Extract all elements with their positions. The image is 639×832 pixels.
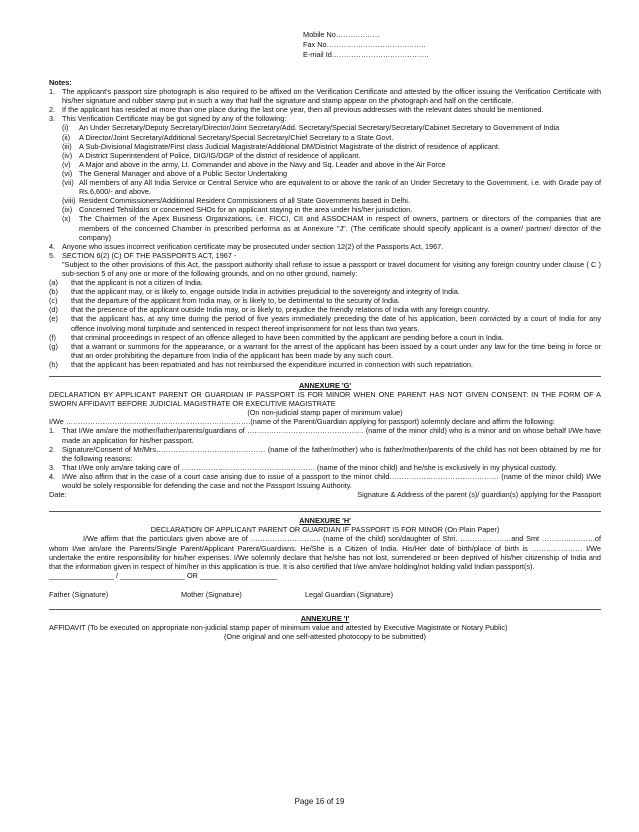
declaration-item: 4. I/We also affirm that in the case of a court case arising due to issue of a passport to the minor child……………………………………… (name of the minor child) I/We would be solely responsible for defending the case and not the Passport Issuing Authority. <box>49 471 601 491</box>
signatory-item: (iv) A District Superintendent of Police, DIG/IG/DGP of the district of residence of applicant. <box>62 150 361 160</box>
ground-item: (b) that the applicant may, or is likely to, engage outside India in activities prejudicial to the sovereignty and integrity of India. <box>49 287 460 297</box>
section-quote: "Subject to the other provisions of this Act, the passport authority shall refuse to issue a passport or travel document for visiting any foreign country under clause ( C ) sub-section 5 of any one or more of the following grounds, and on no other ground, namely: <box>62 259 601 278</box>
annexure-h-heading: DECLARATION OF APPLICANT PARENT OR GUARDIAN IF PASSPORT IS FOR MINOR (On Plain Paper) <box>150 525 500 535</box>
signatory-item: (iii) A Sub-Divisional Magistrate/First class Judicial Magistrate/Additional DM/District Magistrate of the district of residence of applicant. <box>62 141 500 151</box>
note-3: 3. This Verification Certificate may be got signed by any of the following: <box>49 114 287 124</box>
signatory-item: (vii) All members of any All India Service or Central Service who are equivalent to or above the rank of an Under Secretary to the Government, i.e. with Grade pay of Rs.6,600/- and above. <box>62 178 601 197</box>
email-line: E-mail Id…………………………………. <box>303 50 429 59</box>
notes-title: Notes: <box>49 78 72 87</box>
divider <box>49 511 601 512</box>
note-5: 5. SECTION 6(2) (C) OF THE PASSPORTS ACT, 1967 - <box>49 250 237 260</box>
declaration-item: 3. That I/We only am/are taking care of ………………………………………………. (name of the minor child) and he/she is exclusively in my physical custody. <box>49 462 557 472</box>
declaration-item: 1. That I/We am/are the mother/father/parents/guardians of ………………………………………… (name of the minor child) who is a minor and on whose behalf I/We have made an application for his/her passport. <box>49 426 601 445</box>
signatory-item: (ii) A Director/Joint Secretary/Additional Secretary/Special Secretary/Chief Secretary to a State Govt. <box>62 132 394 142</box>
annexure-h-title: ANNEXURE 'H' <box>299 516 351 526</box>
note-2: 2. If the applicant has resided at more than one place during the last one year, then all previous addresses with the relevant dates should be mentioned. <box>49 105 544 115</box>
page-number: Page 16 of 19 <box>294 797 345 806</box>
annexure-i-title: ANNEXURE 'I' <box>300 613 350 623</box>
signatory-item: (viii) Resident Commissioners/Additional Resident Commissioners of all State Governments based in Delhi. <box>62 196 410 206</box>
signatory-item: (v) A Major and above in the army, Lt. Commander and above in the Navy and Sq. Leader and above in the Air Force <box>62 159 446 169</box>
divider <box>49 609 601 610</box>
ground-item: (f) that criminal proceedings in respect of an offence alleged to have been committed by the applicant are pending before a court in India. <box>49 332 504 342</box>
contact-block <box>303 30 601 60</box>
ground-item: (d) that the presence of the applicant outside India may, or is likely to, prejudice the friendly relations of India with any foreign country. <box>49 305 490 315</box>
signatory-item: (ix) Concerned Tehsildars or concerned SHOs for an applicant staying in the area under his/her jurisdiction. <box>62 205 413 215</box>
ground-item: (g) that a warrant or summons for the appearance, or a warrant for the arrest of the applicant has been issued by a court under any law for the time being in force or that an order prohibiting the departure from India of the applicant has been made by any such court. <box>49 341 601 360</box>
date-signature-line <box>49 490 601 499</box>
annexure-i-paragraph: AFFIDAVIT (To be executed on appropriate non-judicial stamp paper of minimum value and attested by Executive Magistrate or Notary Public) <box>49 623 508 633</box>
divider <box>49 376 601 377</box>
ground-item: (c) that the departure of the applicant from India may, or is likely to, be detrimental to the security of India. <box>49 296 400 306</box>
signature-address-label: Signature & Address of the parent (s)/ guardian(s) applying for the Passport <box>357 490 601 500</box>
annexure-g-intro: I/We ………………………………………………………………….(name of the Parent/Guardian applying for passport) solemnly declare and affirm the following: <box>49 417 555 427</box>
note-1: 1. The applicant's passport size photograph is also required to be affixed on the Verification Certificate and attested by the officer issuing the Verification Certificate with his/her signature and rubber stamp put in such a way that half the signature and stamp appear on the photograph and half on the certificate. <box>49 87 601 106</box>
fax-line: Fax No………………………………….. <box>303 40 426 49</box>
annexure-g-heading: DECLARATION BY APPLICANT PARENT OR GUARDIAN IF PASSPORT IS FOR MINOR WHEN ONE PARENT HAS NOT GIVEN CONSENT: IN THE FORM OF A SWORN AFFIDAVIT BEFORE JUDICIAL MAGISTRATE OR EXECUTIVE MAGISTRATE <box>49 390 601 409</box>
annexure-g-title: ANNEXURE 'G' <box>298 381 352 390</box>
signatory-item: (vi) The General Manager and above of a Public Sector Undertaking <box>62 168 288 178</box>
ground-item: (h) that the applicant has been repatriated and has not reimbursed the expenditure incurred in connection with such repatriation. <box>49 359 473 369</box>
ground-item: (a) that the applicant is not a citizen of India. <box>49 278 203 288</box>
mobile-line: Mobile No……………… <box>303 30 380 39</box>
date-label: Date: <box>49 490 67 500</box>
declaration-item: 2. Signature/Consent of Mr/Mrs……………………………………… (name of the father/mother) who is father/mother/parents of the child has not been obtained by me for the following reasons: <box>49 444 601 463</box>
annexure-g-stamp-note: (On non-judicial stamp paper of minimum value) <box>247 408 403 418</box>
document-page <box>49 30 601 641</box>
annexure-h-paragraph: I/We affirm that the particulars given above are of ……………………….. (name of the child) son/daughter of Shri. …………………and Smt ………………….of whom I/we am/are the Parents/Single Parent/Applicant Parent/Guardians. He/She is a Citizen of India. His/Her date of birth/place of birth is ………………… I/We undertake the entire responsibility for his/her expenses. I/We solemnly declare that he/she has not lost, surrendered or been deprived of his/her citizenship of India and that the information given in respect of him/her in this application is true. It is also certified that I/we am/are holding/not holding valid Indian passport(s). <box>49 534 601 571</box>
annexure-i-note: (One original and one self-attested photocopy to be submitted) <box>223 632 426 642</box>
signature-blank-line: ________________ / ________________ OR ___________________ <box>49 570 278 580</box>
mother-signature-label: Mother (Signature) <box>181 589 242 599</box>
signatory-item: (x) The Chairmen of the Apex Business Organizations, i.e. FICCI, CII and ASSOCHAM in respect of owners, partners or directors of the companies that are members of the concerned Chamber in prescribed performa as at Annexure "J". (The certificate should specify applicant is a owner/ partner/ director of the company) <box>62 214 601 242</box>
note-4: 4. Anyone who issues incorrect verification certificate may be prosecuted under section 12(2) of the Passports Act, 1967. <box>49 241 444 251</box>
signatory-item: (i) An Under Secretary/Deputy Secretary/Director/Joint Secretary/Add. Secretary/Special Secretary/Secretary/Cabinet Secretary to Government of India <box>62 123 560 133</box>
guardian-signature-label: Legal Guardian (Signature) <box>305 589 394 599</box>
ground-item: (e) that the applicant has, at any time during the period of five years immediately preceding the date of his application, been convicted by a court of India for any offence involving moral turpitude and sentenced in respect thereof imprisonment for not less than two years. <box>49 314 601 333</box>
father-signature-label: Father (Signature) <box>49 589 109 599</box>
signature-labels <box>49 590 601 599</box>
